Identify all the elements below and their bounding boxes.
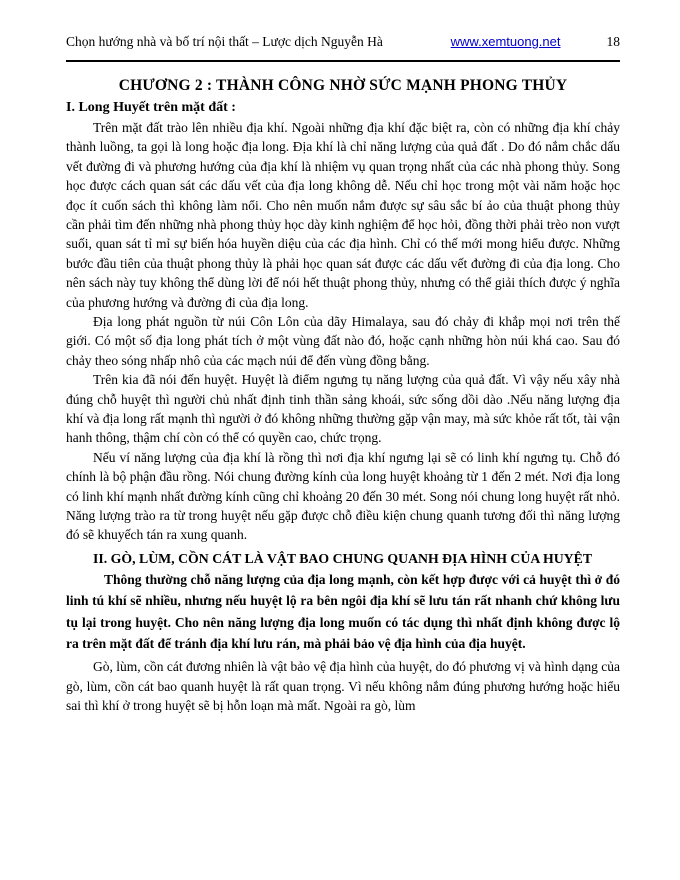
chapter-title: CHƯƠNG 2 : THÀNH CÔNG NHỜ SỨC MẠNH PHONG THỦY bbox=[118, 76, 568, 94]
section-2-heading: II. GÒ, LÙM, CỒN CÁT LÀ VẬT BAO CHUNG QUANH ĐỊA HÌNH CỦA HUYỆT bbox=[93, 550, 593, 566]
header-book-title: Chọn hướng nhà và bố trí nội thất – Lược dịch Nguyễn Hà bbox=[66, 34, 383, 49]
section-1-paragraph-3: Trên kia đã nói đến huyệt. Huyệt là điểm ngưng tụ năng lượng của quả đất. Vì vậy nếu xây nhà đúng chỗ huyệt thì người chủ nhất định tinh thần sảng khoái, sức sống dồi dào .Nếu năng lượng địa khí và địa long rất mạnh thì người ở đó không những thường gặp vận may, mà sức khỏe rất tốt, tài vận hanh thông, thậm chí còn có thể có quyền cao, chức trọng. bbox=[66, 372, 620, 446]
section-2-paragraph-2: Gò, lùm, cồn cát đương nhiên là vật bảo vệ địa hình của huyệt, do đó phương vị và hình dạng của gò, lùm, cồn cát bao quanh huyệt là rất quan trọng. Vì nếu không nắm đúng phương hướng hoặc hiểu sai thì khí ở trong huyệt sẽ bị hỗn loạn mà mất. Ngoài ra gò, lùm bbox=[66, 659, 620, 714]
website-link[interactable]: www.xemtuong.net bbox=[450, 34, 561, 49]
section-1-paragraph-2: Địa long phát nguồn từ núi Côn Lôn của dãy Himalaya, sau đó chảy đi khắp mọi nơi trên thế giới. Có một số địa long phát tích ở một vùng đất nào đó, hoặc cạnh những hòn núi khá cao. Sau đó chảy theo sóng nhấp nhô của các mạch núi để đến vùng đồng bằng. bbox=[66, 313, 620, 368]
section-2-bold-paragraph: Thông thường chỗ năng lượng của địa long mạnh, còn kết hợp được với cả huyệt thì ở đó linh tú khí sẽ nhiều, nhưng nếu huyệt lộ ra bên ngôi địa khí sẽ lưu tán rất nhanh chứ không lưu tụ lại trong huyệt. Cho nên năng lượng địa long muốn có tác dụng thì nhất định không được lộ ra trên mặt đất để tránh địa khí lưu rán, mà phải bảo vệ địa hình của địa huyệt. bbox=[66, 571, 620, 652]
section-1-paragraph-1: Trên mặt đất trào lên nhiều địa khí. Ngoài những địa khí đặc biệt ra, còn có những địa khí chảy thành luồng, ta gọi là long hoặc địa long. Địa khí là chỉ năng lượng của quả đất . Do đó nắm chắc dấu vết đường đi và phương hướng của địa khí là nhiệm vụ quan trọng nhất của các nhà phong thủy. Song học được cách quan sát các dấu vết của địa long không dễ. Nếu chỉ học trong một vài năm hoặc học đọc ít cuốn sách thì không làm nổi. Cho nên muốn nắm được sự sâu sắc bí ảo của thuật phong thủy cần phải tìm đến những nhà phong thủy học dày kinh nghiệm để học hỏi, đồng thời phải trèo non vượt suối, quan sát tỉ mỉ sự biến hóa huyền diệu của các địa hình. Chỉ có thế mới mong hiểu được. Những bước đầu tiên của thuật phong thủy là phải học quan sát được các dấu vết đường đi của địa long. Cho nên sách này tuy không thể dùng lời để nói hết thuật phong thủy, nhưng có thể giải thích được ý nghĩa của phương hướng và đường đi của địa long. bbox=[66, 119, 620, 310]
page-number: 18 bbox=[606, 34, 620, 49]
header-divider bbox=[66, 60, 620, 62]
section-1-heading: I. Long Huyết trên mặt đất : bbox=[66, 99, 236, 115]
section-1-paragraph-4: Nếu ví năng lượng của địa khí là rồng thì nơi địa khí ngưng lại sẽ có linh khí ngưng tụ. Chỗ đó chính là bộ phận đầu rồng. Nói chung đường kính của long huyệt khoảng từ 1 đến 2 mét. Nơi địa long có linh khí mạnh nhất đường kính cũng chỉ khoảng 20 đến 30 mét. Song nói chung long huyệt rất nhỏ. Năng lượng trào ra từ trong huyệt nếu gặp được chỗ điều kiện chung quanh tương đối thì năng lượng đó sẽ khuyếch tán ra xung quanh. bbox=[66, 449, 620, 543]
page-header bbox=[66, 34, 620, 51]
